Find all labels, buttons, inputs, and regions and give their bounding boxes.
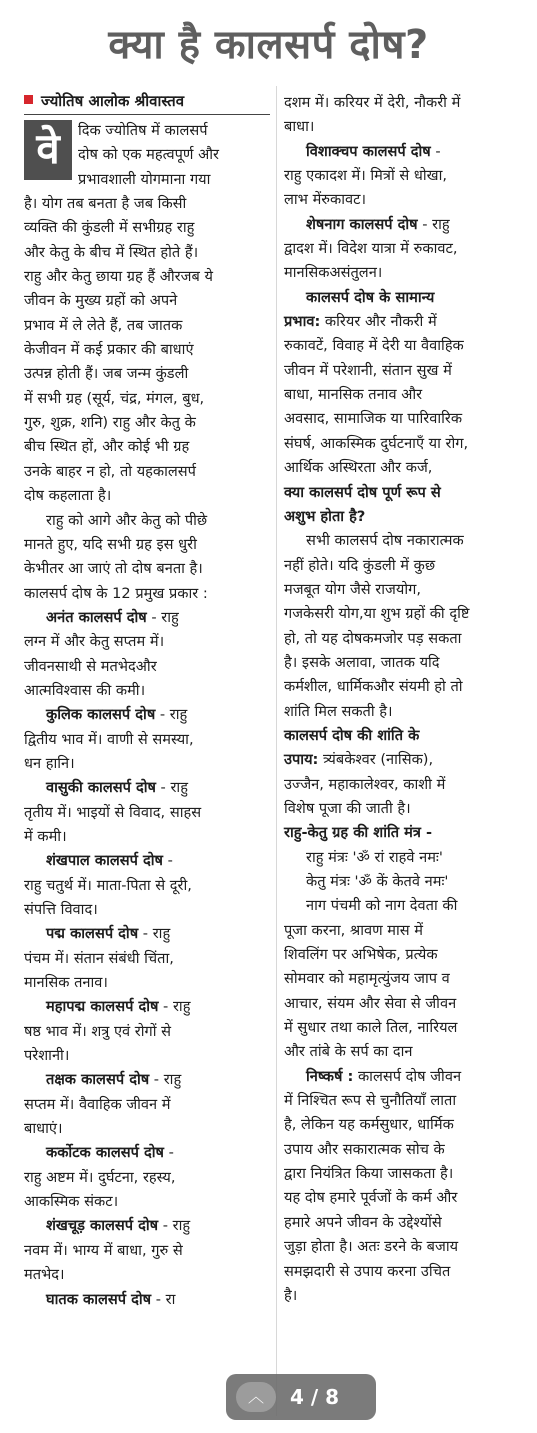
text-line-main: आर्थिक अस्थिरता और कर्ज, bbox=[284, 459, 433, 477]
text-line-main: में निश्चित रूप से चुनौतियाँ लाता bbox=[284, 1092, 457, 1110]
text-line bbox=[284, 1260, 516, 1284]
text-line-main: सोमवार को महामृत्युंजय जाप व bbox=[284, 970, 450, 988]
text-line bbox=[24, 216, 270, 240]
text-line-main: अशुभ होता है? bbox=[284, 507, 366, 525]
text-line-rest: करियर और नौकरी में bbox=[320, 313, 437, 331]
text-line bbox=[24, 1020, 270, 1044]
text-line-main: हो, तो यह दोषकमजोर पड़ सकता bbox=[284, 629, 462, 647]
page-count: 4 / 8 bbox=[290, 1385, 340, 1409]
text-line-main: पंचम में। संतान संबंधी चिंता, bbox=[24, 949, 174, 967]
text-line bbox=[24, 533, 270, 557]
text-line-main: बाधा, मानसिक तनाव और bbox=[284, 386, 423, 404]
text-line bbox=[24, 922, 270, 946]
text-line bbox=[24, 582, 270, 606]
text-line bbox=[284, 164, 516, 188]
text-line bbox=[284, 870, 516, 894]
text-line bbox=[24, 338, 270, 362]
text-line-main: आत्मविश्वास की कमी। bbox=[24, 681, 146, 699]
text-line-main: महापद्म कालसर्प दोष bbox=[46, 998, 159, 1016]
column-divider bbox=[276, 86, 277, 1416]
text-line bbox=[24, 387, 270, 411]
headline: क्या है कालसर्प दोष? bbox=[108, 22, 429, 68]
text-line-main: द्वितीय भाव में। वाणी से समस्या, bbox=[24, 730, 194, 748]
text-line bbox=[284, 91, 516, 115]
text-line bbox=[24, 655, 270, 679]
text-line-main: बाधा। bbox=[284, 118, 315, 136]
text-line bbox=[24, 241, 270, 265]
text-line-main: प्रभाव: bbox=[284, 313, 321, 331]
text-line bbox=[284, 943, 516, 967]
text-line bbox=[24, 362, 270, 386]
text-line-main: मतभेद। bbox=[24, 1266, 65, 1284]
text-line-main: राहु चतुर्थ में। माता-पिता से दूरी, bbox=[24, 876, 192, 894]
text-line-main: है। योग तब बनता है जब किसी bbox=[24, 195, 187, 213]
text-line-rest: - राहु bbox=[158, 998, 191, 1016]
text-line-rest: - राहु bbox=[155, 779, 188, 797]
text-line-main: द्वारा नियंत्रित किया जासकता है। bbox=[284, 1165, 454, 1183]
text-line-main: दोष को एक महत्वपूर्ण और bbox=[78, 146, 219, 164]
text-line-main: सभी कालसर्प दोष नकारात्मक bbox=[306, 532, 464, 550]
text-line bbox=[24, 898, 270, 922]
text-line-main: जीवन में परेशानी, संतान सुख में bbox=[284, 361, 452, 379]
text-line bbox=[24, 1044, 270, 1068]
text-line-main: घातक कालसर्प दोष bbox=[46, 1290, 152, 1308]
text-line-rest: - राहु bbox=[146, 608, 179, 626]
text-line bbox=[24, 703, 270, 727]
text-line-main: केभीतर आ जाएं तो दोष बनता है। bbox=[24, 560, 203, 578]
text-line-main: राहु-केतु ग्रह की शांति मंत्र - bbox=[284, 824, 433, 842]
text-line-main: परेशानी। bbox=[24, 1047, 70, 1065]
text-line bbox=[24, 630, 270, 654]
text-line-rest: त्र्यंबकेश्वर (नासिक), bbox=[318, 751, 434, 769]
text-line bbox=[284, 1138, 516, 1162]
text-line-main: लग्न में और केतु सप्तम में। bbox=[24, 633, 165, 651]
text-line bbox=[24, 509, 270, 533]
text-line bbox=[24, 1068, 270, 1092]
text-line bbox=[284, 286, 516, 310]
text-line bbox=[24, 1214, 270, 1238]
text-line-rest: - bbox=[163, 1144, 174, 1162]
text-line bbox=[284, 261, 516, 285]
text-line-main: कालसर्प दोष के 12 प्रमुख प्रकार : bbox=[24, 584, 208, 602]
text-line-main: प्रभावशाली योगमाना गया bbox=[78, 170, 211, 188]
text-line-main: लाभ मेंरुकावट। bbox=[284, 191, 367, 209]
text-line bbox=[284, 797, 516, 821]
text-line bbox=[24, 1141, 270, 1165]
text-line bbox=[24, 776, 270, 800]
text-line bbox=[284, 529, 516, 553]
text-line-rest: - राहु bbox=[138, 925, 171, 943]
text-line-main: कर्कोटक कालसर्प दोष bbox=[46, 1144, 164, 1162]
text-line-main: प्रभाव में ले लेते हैं, तब जातक bbox=[24, 316, 183, 334]
text-line-main: कालसर्प दोष के सामान्य bbox=[306, 288, 435, 306]
text-line bbox=[24, 192, 270, 216]
text-line bbox=[284, 821, 516, 845]
text-line bbox=[24, 289, 270, 313]
text-line bbox=[284, 554, 516, 578]
text-line-main: में कमी। bbox=[24, 827, 67, 845]
text-line-main: तक्षक कालसर्प दोष bbox=[46, 1071, 150, 1089]
text-line-main: शेषनाग कालसर्प दोष bbox=[306, 215, 418, 233]
text-line bbox=[284, 1113, 516, 1137]
text-line-main: है। bbox=[284, 1286, 298, 1304]
text-line-main: मानसिक तनाव। bbox=[24, 974, 108, 992]
text-line bbox=[284, 1235, 516, 1259]
text-line bbox=[284, 627, 516, 651]
text-line bbox=[24, 1288, 270, 1312]
page-indicator bbox=[226, 1374, 376, 1420]
text-line-rest: - राहु bbox=[158, 1217, 191, 1235]
text-line bbox=[284, 1186, 516, 1210]
text-line-rest: - bbox=[430, 142, 441, 160]
text-line-main: गुरु, शुक्र, शनि) राहु और केतु के bbox=[24, 414, 196, 432]
text-line-main: उज्जैन, महाकालेश्वर, काशी में bbox=[284, 775, 446, 793]
text-line-main: गजकेसरी योग,या शुभ ग्रहों की दृष्टि bbox=[284, 605, 470, 623]
text-line bbox=[24, 1166, 270, 1190]
text-line bbox=[24, 849, 270, 873]
text-line bbox=[284, 1065, 516, 1089]
text-line bbox=[24, 314, 270, 338]
text-line-rest: - राहु bbox=[417, 215, 450, 233]
text-line bbox=[284, 1211, 516, 1235]
text-line bbox=[284, 846, 516, 870]
byline-text: ज्योतिष आलोक श्रीवास्तव bbox=[41, 92, 185, 110]
text-line-rest: कालसर्प दोष जीवन bbox=[353, 1067, 462, 1085]
left-column bbox=[24, 88, 270, 1312]
text-line bbox=[284, 140, 516, 164]
text-line-main: निष्कर्ष : bbox=[306, 1067, 354, 1085]
text-line-main: केजीवन में कई प्रकार की बाधाएं bbox=[24, 341, 194, 359]
text-line-main: वासुकी कालसर्प दोष bbox=[46, 779, 156, 797]
text-line-main: उपाय और सकारात्मक सोच के bbox=[284, 1140, 445, 1158]
text-line bbox=[284, 383, 516, 407]
text-line bbox=[284, 992, 516, 1016]
left-column-text bbox=[24, 119, 270, 1312]
text-line-main: तृतीय में। भाइयों से विवाद, साहस bbox=[24, 803, 202, 821]
text-line-main: जीवनसाथी से मतभेदऔर bbox=[24, 657, 157, 675]
text-line bbox=[24, 1117, 270, 1141]
text-line bbox=[24, 606, 270, 630]
text-line bbox=[284, 407, 516, 431]
text-line-main: में सभी ग्रह (सूर्य, चंद्र, मंगल, बुध, bbox=[24, 389, 205, 407]
text-line-main: अनंत कालसर्प दोष bbox=[46, 608, 147, 626]
text-line-main: उपाय: bbox=[284, 751, 319, 769]
text-line bbox=[284, 700, 516, 724]
text-line bbox=[284, 894, 516, 918]
text-line bbox=[24, 1263, 270, 1287]
text-line bbox=[284, 602, 516, 626]
text-line bbox=[284, 115, 516, 139]
text-line-main: संघर्ष, आकस्मिक दुर्घटनाएँ या रोग, bbox=[284, 434, 469, 452]
text-line-main: राहु अष्टम में। दुर्घटना, रहस्य, bbox=[24, 1168, 176, 1186]
text-line bbox=[284, 481, 516, 505]
text-line-rest: - bbox=[163, 852, 173, 870]
text-line-main: कालसर्प दोष की शांति के bbox=[284, 726, 420, 744]
text-line-main: व्यक्ति की कुंडली में सभीग्रह राहु bbox=[24, 219, 195, 237]
text-line-main: धन हानि। bbox=[24, 754, 75, 772]
text-line-main: अवसाद, सामाजिक या पारिवारिक bbox=[284, 410, 463, 428]
text-line bbox=[284, 310, 516, 334]
text-line-main: और तांबे के सर्प का दान bbox=[284, 1043, 413, 1061]
text-line bbox=[24, 947, 270, 971]
text-line-main: शंखपाल कालसर्प दोष bbox=[46, 852, 163, 870]
text-line bbox=[284, 456, 516, 480]
text-line bbox=[24, 679, 270, 703]
text-line bbox=[284, 237, 516, 261]
text-line bbox=[284, 675, 516, 699]
text-line bbox=[284, 1040, 516, 1064]
text-line bbox=[284, 1016, 516, 1040]
text-line-main: जीवन के मुख्य ग्रहों को अपने bbox=[24, 292, 178, 310]
text-line-main: दशम में। करियर में देरी, नौकरी में bbox=[284, 94, 461, 111]
text-line-rest: - रा bbox=[151, 1290, 176, 1308]
text-line bbox=[284, 334, 516, 358]
text-line bbox=[24, 801, 270, 825]
text-line-main: बाधाएं। bbox=[24, 1120, 63, 1138]
text-line-main: बीच स्थित हों, और कोई भी ग्रह bbox=[24, 438, 190, 456]
text-line-main: उत्पन्न होती हैं। जब जन्म कुंडली bbox=[24, 365, 189, 383]
text-line-main: मजबूत योग जैसे राजयोग, bbox=[284, 580, 421, 598]
text-line-main: नहीं होते। यदि कुंडली में कुछ bbox=[284, 556, 436, 574]
text-line bbox=[24, 435, 270, 459]
text-line bbox=[284, 213, 516, 237]
text-line-main: नाग पंचमी को नाग देवता की bbox=[306, 897, 458, 915]
text-line-main: राहु को आगे और केतु को पीछे bbox=[46, 511, 208, 529]
text-line bbox=[284, 505, 516, 529]
text-line-main: जुड़ा होता है। अतः डरने के बजाय bbox=[284, 1238, 459, 1256]
text-line bbox=[284, 651, 516, 675]
chevron-up-icon[interactable]: ︿ bbox=[236, 1382, 276, 1412]
text-line bbox=[24, 411, 270, 435]
text-line bbox=[24, 265, 270, 289]
text-line bbox=[284, 724, 516, 748]
text-line-main: षष्ठ भाव में। शत्रु एवं रोगों से bbox=[24, 1022, 172, 1040]
text-line-main: कुलिक कालसर्प दोष bbox=[46, 706, 156, 724]
text-line-main: समझदारी से उपाय करना उचित bbox=[284, 1262, 451, 1280]
text-line-main: संपत्ति विवाद। bbox=[24, 901, 98, 918]
text-line bbox=[24, 557, 270, 581]
text-line-main: पूजा करना, श्रावण मास में bbox=[284, 921, 424, 939]
text-line-main: नवम में। भाग्य में बाधा, गुरु से bbox=[24, 1241, 183, 1259]
text-line-main: हमारे अपने जीवन के उद्देश्योंसे bbox=[284, 1213, 442, 1231]
right-column bbox=[284, 91, 516, 1308]
text-line-main: रुकावटें, विवाह में देरी या वैवाहिक bbox=[284, 337, 464, 355]
text-line-main: राहु और केतु छाया ग्रह हैं औरजब ये bbox=[24, 268, 213, 286]
text-line bbox=[24, 874, 270, 898]
text-line bbox=[24, 1239, 270, 1263]
text-line-main: और केतु के बीच में स्थित होते हैं। bbox=[24, 243, 199, 261]
text-line-main: मानते हुए, यदि सभी ग्रह इस धुरी bbox=[24, 535, 197, 553]
text-line bbox=[24, 752, 270, 776]
text-line-main: पद्म कालसर्प दोष bbox=[46, 925, 139, 943]
text-line bbox=[284, 967, 516, 991]
text-line bbox=[284, 773, 516, 797]
text-line bbox=[24, 728, 270, 752]
red-square-icon bbox=[24, 95, 33, 104]
text-line bbox=[24, 484, 270, 508]
text-line-main: केतु मंत्रः 'ॐ कें केतवे नमः' bbox=[306, 873, 449, 890]
text-line-main: दोष कहलाता है। bbox=[24, 487, 112, 505]
text-line bbox=[24, 1190, 270, 1214]
text-line bbox=[284, 432, 516, 456]
text-line bbox=[284, 578, 516, 602]
text-line-rest: - राहु bbox=[149, 1071, 182, 1089]
right-column-text bbox=[284, 91, 516, 1308]
text-line bbox=[284, 188, 516, 212]
text-line-main: राहु एकादश में। मित्रों से धोखा, bbox=[284, 167, 448, 185]
text-line-main: उनके बाहर न हो, तो यहकालसर्प bbox=[24, 462, 196, 480]
text-line-rest: - राहु bbox=[155, 706, 188, 724]
text-line bbox=[284, 1284, 516, 1308]
text-line-main: आकस्मिक संकट। bbox=[24, 1193, 119, 1211]
text-line-main: विशेष पूजा की जाती है। bbox=[284, 799, 411, 817]
text-line bbox=[284, 1162, 516, 1186]
text-line-main: शांति मिल सकती है। bbox=[284, 702, 393, 720]
text-line-main: आचार, संयम और सेवा से जीवन bbox=[284, 994, 457, 1012]
text-line-main: है, लेकिन यह कर्मसुधार, धार्मिक bbox=[284, 1116, 454, 1134]
text-line bbox=[24, 1093, 270, 1117]
text-line bbox=[284, 919, 516, 943]
text-line bbox=[284, 1089, 516, 1113]
text-line-main: मानसिकअसंतुलन। bbox=[284, 264, 383, 282]
text-line-main: में सुधार तथा काले तिल, नारियल bbox=[284, 1019, 458, 1037]
dropcap: वे bbox=[24, 120, 72, 180]
text-line-main: शंखचूड़ कालसर्प दोष bbox=[46, 1217, 159, 1235]
text-line-main: सप्तम में। वैवाहिक जीवन में bbox=[24, 1095, 171, 1113]
text-line-main: राहु मंत्रः 'ॐ रां राहवे नमः' bbox=[306, 848, 443, 866]
text-line bbox=[284, 748, 516, 772]
text-line bbox=[24, 825, 270, 849]
text-line bbox=[24, 995, 270, 1019]
text-line-main: कर्मशील, धार्मिकऔर संयमी हो तो bbox=[284, 678, 463, 696]
text-line bbox=[24, 460, 270, 484]
text-line-main: यह दोष हमारे पूर्वजों के कर्म और bbox=[284, 1189, 458, 1207]
text-line-main: क्या कालसर्प दोष पूर्ण रूप से bbox=[284, 483, 441, 501]
text-line-main: शिवलिंग पर अभिषेक, प्रत्येक bbox=[284, 946, 438, 964]
text-line bbox=[24, 971, 270, 995]
text-line-main: विशाक्चप कालसर्प दोष bbox=[306, 142, 431, 160]
text-line-main: दिक ज्योतिष में कालसर्प bbox=[78, 122, 208, 139]
text-line-main: है। इसके अलावा, जातक यदि bbox=[284, 653, 440, 671]
byline bbox=[24, 88, 270, 115]
text-line-main: द्वादश में। विदेश यात्रा में रुकावट, bbox=[284, 240, 458, 258]
text-line bbox=[284, 359, 516, 383]
